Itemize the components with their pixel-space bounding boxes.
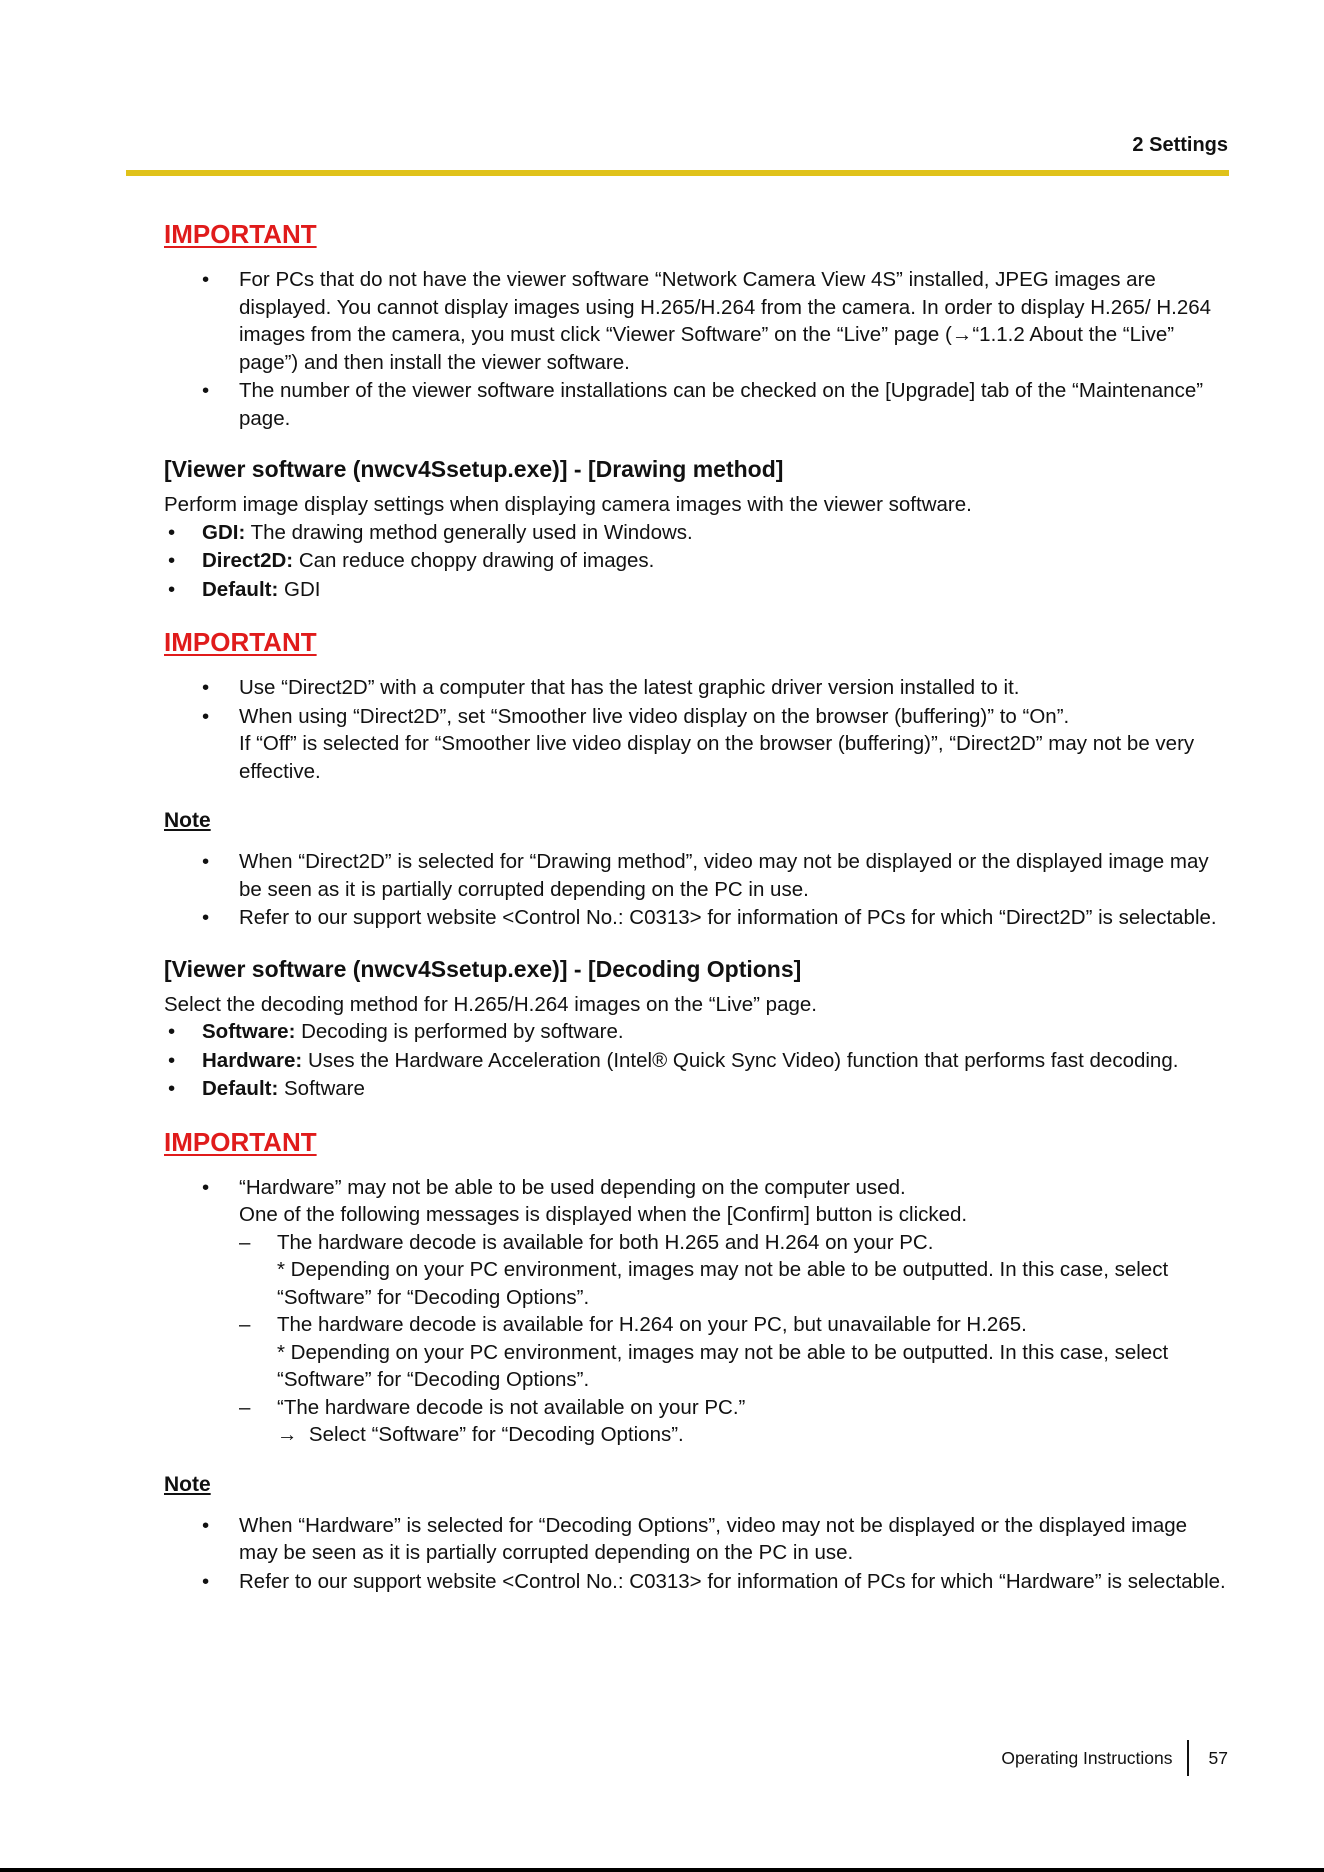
option-term: Default:	[202, 577, 279, 601]
drawing-options-list	[164, 519, 1229, 604]
list-item: • Use “Direct2D” with a computer that has the latest graphic driver version installed to it.	[164, 674, 1229, 702]
message-note: * Depending on your PC environment, images may not be able to be outputted. In this case, select “Software” for “Decoding Options”.	[277, 1258, 1169, 1309]
list-item: • Refer to our support website <Control No.: C0313> for information of PCs for which “Hardware” is selectable.	[164, 1568, 1229, 1596]
list-item: • For PCs that do not have the viewer software “Network Camera View 4S” installed, JPEG images are displayed. You cannot display images using H.265/H.264 from the camera. In order to display H.265/ H.264 images from the camera, you must click “Viewer Software” on the “Live” page (→“1.1.2 About the “Live” page”) and then install the viewer software.	[164, 266, 1229, 376]
page-content	[164, 218, 1229, 1596]
option-desc: Software	[278, 1077, 365, 1100]
list-item	[164, 1174, 1229, 1449]
message-item	[239, 1394, 1229, 1449]
note-heading: Note	[164, 809, 211, 832]
list-item	[164, 519, 1229, 547]
decoding-options-list	[164, 1018, 1229, 1103]
important-list	[164, 266, 1229, 432]
note-list	[164, 848, 1229, 932]
list-item: • When “Direct2D” is selected for “Drawing method”, video may not be displayed or the displayed image may be seen as it is partially corrupted depending on the PC in use.	[164, 848, 1229, 903]
option-term: Direct2D:	[202, 549, 294, 572]
important-list	[164, 674, 1229, 785]
option-desc: Can reduce choppy drawing of images.	[293, 549, 655, 572]
list-item-line: • When using “Direct2D”, set “Smoother live video display on the browser (buffering)” to “On”.	[239, 704, 1070, 728]
message-text: – The hardware decode is available for H.264 on your PC, but unavailable for H.265.	[277, 1313, 1027, 1336]
important-heading: IMPORTANT	[164, 219, 317, 249]
list-item: • Refer to our support website <Control No.: C0313> for information of PCs for which “Direct2D” is selectable.	[164, 904, 1229, 932]
message-list	[239, 1229, 1229, 1449]
page-footer	[1001, 1740, 1228, 1776]
message-note: * Depending on your PC environment, images may not be able to be outputted. In this case, select “Software” for “Decoding Options”.	[277, 1340, 1169, 1391]
section-intro: Select the decoding method for H.265/H.264 images on the “Live” page.	[164, 992, 817, 1016]
message-text: – “The hardware decode is not available on your PC.”	[277, 1395, 746, 1419]
important-heading: IMPORTANT	[164, 627, 317, 657]
note-heading: Note	[164, 1472, 211, 1496]
page-number: 57	[1208, 1747, 1228, 1768]
chapter-title: 2 Settings	[1132, 134, 1228, 156]
section-title-drawing: [Viewer software (nwcv4Ssetup.exe)] - [Drawing method]	[164, 456, 784, 482]
list-item	[164, 547, 1229, 575]
header-rule	[126, 170, 1229, 176]
message-note: → Select “Software” for “Decoding Options”.	[277, 1423, 684, 1446]
footer-label: Operating Instructions	[1001, 1747, 1173, 1768]
list-item	[164, 703, 1229, 786]
option-desc: GDI	[278, 577, 321, 601]
message-text: – The hardware decode is available for both H.265 and H.264 on your PC.	[277, 1230, 934, 1254]
note-list	[164, 1512, 1229, 1596]
option-term: GDI:	[202, 520, 246, 544]
option-desc: Uses the Hardware Acceleration (Intel® Quick Sync Video) function that performs fast decoding.	[302, 1048, 1179, 1072]
list-item	[164, 576, 1229, 604]
option-desc: The drawing method generally used in Windows.	[245, 520, 693, 544]
list-item: • When “Hardware” is selected for “Decoding Options”, video may not be displayed or the displayed image may be seen as it is partially corrupted depending on the PC in use.	[164, 1512, 1229, 1567]
option-term: Default:	[202, 1077, 279, 1100]
list-item: • The number of the viewer software installations can be checked on the [Upgrade] tab of the “Maintenance” page.	[164, 377, 1229, 432]
page-bottom-border	[0, 1868, 1324, 1872]
option-term: Software:	[202, 1020, 296, 1043]
list-item-line: If “Off” is selected for “Smoother live video display on the browser (buffering)”, “Direct2D” may not be very effective.	[239, 732, 1195, 783]
footer-separator	[1187, 1740, 1189, 1776]
list-item-line: • “Hardware” may not be able to be used depending on the computer used.	[239, 1175, 906, 1199]
list-item	[164, 1047, 1229, 1075]
important-heading: IMPORTANT	[164, 1126, 317, 1157]
important-list	[164, 1174, 1229, 1449]
section-title-decoding: [Viewer software (nwcv4Ssetup.exe)] - [Decoding Options]	[164, 955, 802, 982]
section-intro: Perform image display settings when displaying camera images with the viewer software.	[164, 493, 972, 516]
option-desc: Decoding is performed by software.	[295, 1020, 624, 1043]
list-item	[164, 1018, 1229, 1046]
message-item	[239, 1311, 1229, 1394]
list-item	[164, 1075, 1229, 1103]
arrow-icon: →	[277, 1423, 298, 1446]
list-item-line: One of the following messages is displayed when the [Confirm] button is clicked.	[239, 1203, 968, 1226]
option-term: Hardware:	[202, 1048, 303, 1072]
message-item	[239, 1229, 1229, 1312]
